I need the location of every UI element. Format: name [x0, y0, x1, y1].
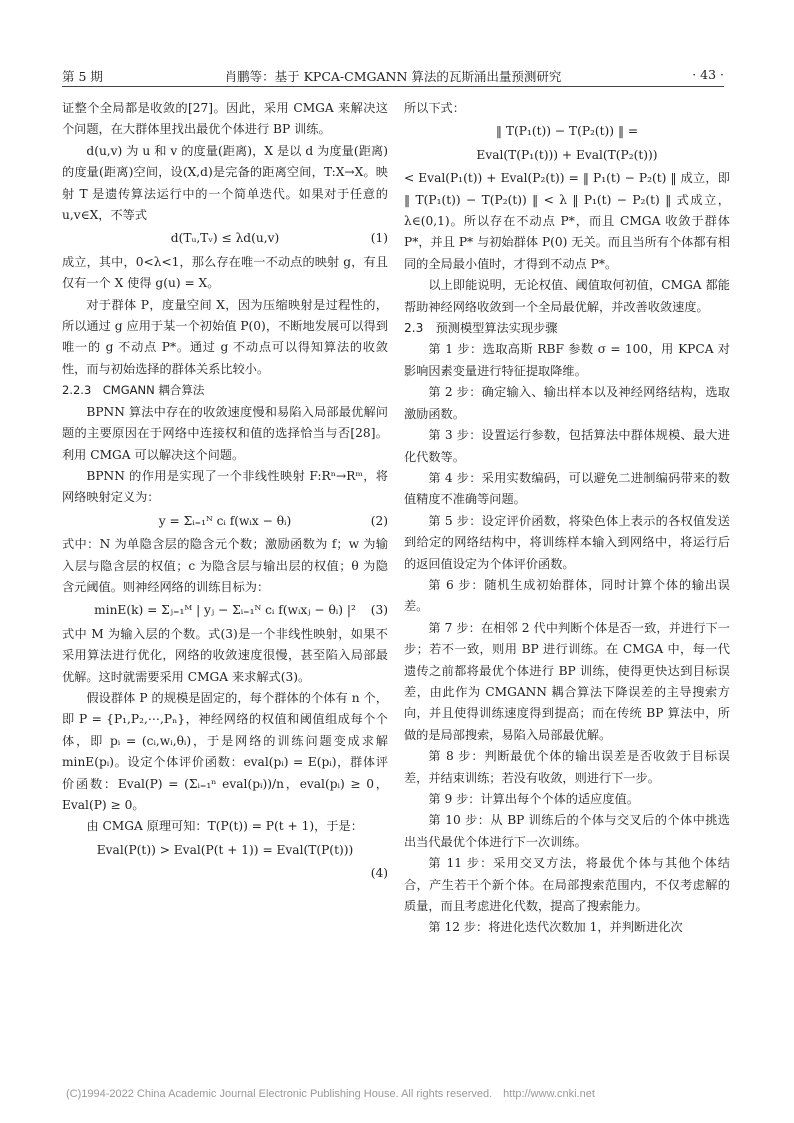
right-column	[404, 98, 730, 939]
equation-body: ‖ T(P₁(t)) − T(P₂(t)) ‖ =	[495, 124, 639, 139]
equation-4	[62, 840, 388, 861]
page-number: · 43 ·	[692, 67, 724, 82]
paragraph: < Eval(P₁(t)) + Eval(P₂(t)) = ‖ P₁(t) − P₂(t) ‖ 成立，即 ‖ T(P₁(t)) − T(P₂(t)) ‖ < λ ‖ P₁(t) − P₂(t) ‖ 式成立，λ∈(0,1)。所以存在不动点 P*，而且 CMGA 收敛于群体 P*，并且 P* 与初始群体 P(0) 无关。而且当所有个体都有相同的全局最小值时，才得到不动点 P*。	[404, 171, 730, 271]
algorithm-step: 第 2 步：确定输入、输出样本以及神经网络结构，选取激励函数。	[404, 385, 730, 421]
paragraph: 所以下式：	[404, 101, 465, 115]
paragraph: BPNN 算法中存在的收敛速度慢和易陷入局部最优解问题的主要原因在于网络中连接权和值的选择恰当与否[28]。利用 CMGA 可以解决这个问题。	[62, 404, 388, 462]
issue-number: 第 5 期	[62, 69, 103, 84]
paragraph: 以上即能说明，无论权值、阈值取何初值，CMGA 都能帮助神经网络收敛到一个全局最优解，并改善收敛速度。	[404, 278, 730, 314]
algorithm-step: 第 12 步：将进化迭代次数加 1，并判断进化次	[428, 920, 683, 935]
paragraph: 证整个全局都是收敛的[27]。因此，采用 CMGA 来解决这个问题，在大群体里找出最优个体进行 BP 训练。	[62, 101, 388, 137]
left-column	[62, 98, 388, 886]
paragraph: 假设群体 P 的规模是固定的，每个群体的个体有 n 个，即 P = {P₁,P₂,⋯,Pₙ}，神经网络的权值和阈值组成每个个体，即 pᵢ = (cᵢ,wᵢ,θᵢ)，于是网络的训练问题变成求解 minE(pᵢ)。设定个体评价函数：eval(pᵢ) = E(pᵢ)，群体评价函数：Eval(P) = (Σᵢ₌₁ⁿ eval(pᵢ))/n，eval(pᵢ) ≥ 0，Eval(P) ≥ 0。	[62, 690, 388, 812]
paragraph: 成立，其中，0<λ<1，那么存在唯一不动点的映射 g，有且仅有一个 X 使得 g(u) = X。	[62, 254, 388, 291]
equation-number: (4)	[370, 866, 388, 881]
equation-number: (1)	[370, 231, 388, 246]
equation-4-number-line	[62, 863, 388, 884]
copyright-footer: (C)1994-2022 China Academic Journal Electronic Publishing House. All rights reserved. http://www.cnki.net	[66, 1088, 595, 1100]
equation-number: (2)	[370, 513, 388, 528]
section-heading: 2.2.3 CMGANN 耦合算法	[62, 383, 205, 398]
section-heading: 2.3 预测模型算法实现步骤	[404, 321, 558, 336]
running-header	[62, 64, 724, 87]
equation-5-line-2	[404, 145, 730, 166]
paragraph: BPNN 的作用是实现了一个非线性映射 F:Rⁿ→Rᵐ，将网络映射定义为：	[62, 468, 388, 505]
algorithm-step: 第 1 步：选取高斯 RBF 参数 σ = 100，用 KPCA 对影响因素变量进行特征提取降维。	[404, 342, 730, 378]
algorithm-steps	[404, 339, 730, 938]
equation-body: Eval(T(P₁(t))) + Eval(T(P₂(t)))	[476, 147, 658, 162]
algorithm-step: 第 6 步：随机生成初始群体，同时计算个体的输出误差。	[404, 577, 730, 614]
algorithm-step: 第 3 步：设置运行参数，包括算法中群体规模、最大进化代数等。	[404, 428, 730, 464]
algorithm-step: 第 9 步：计算出每个个体的适应度值。	[428, 792, 639, 806]
equation-2	[62, 511, 388, 532]
equation-body: Eval(P(t)) > Eval(P(t + 1)) = Eval(T(P(t)))	[96, 842, 354, 857]
paragraph: 式中：N 为单隐含层的隐含元个数；激励函数为 f；w 为输入层与隐含层的权值；c 为隐含层与输出层的权值；θ 为隐含元阈值。则神经网络的训练目标为：	[62, 537, 388, 594]
equation-number: (3)	[370, 603, 388, 618]
equation-body: d(Tᵤ,Tᵥ) ≤ λd(u,v)	[170, 231, 280, 246]
running-title: 肖鹏等：基于 KPCA-CMGANN 算法的瓦斯涌出量预测研究	[224, 69, 562, 84]
equation-1	[62, 228, 388, 249]
equation-body: minE(k) = Σⱼ₌₁ᴹ | yⱼ − Σᵢ₌₁ᴺ cᵢ f(wᵢxⱼ − θᵢ) |²	[94, 603, 356, 618]
algorithm-step: 第 11 步：采用交叉方法，将最优个体与其他个体结合，产生若干个新个体。在局部搜索范围内，不仅考虑解的质量，而且考虑进化代数，提高了搜索能力。	[404, 856, 730, 914]
equation-5-line-1	[404, 121, 730, 142]
paragraph: 式中 M 为输入层的个数。式(3)是一个非线性映射，如果不采用算法进行优化，网络的收敛速度很慢，甚至陷入局部最优解。这时就需要采用 CMGA 来求解式(3)。	[62, 626, 388, 684]
paragraph: 由 CMGA 原理可知：T(P(t)) = P(t + 1)，于是：	[86, 819, 363, 834]
algorithm-step: 第 7 步：在相邻 2 代中判断个体是否一致，并进行下一步；若不一致，则用 BP 进行训练。在 CMGA 中，每一代遗传之前都将最优个体进行 BP 训练，使得更快达到目标误差，由此作为 CMGANN 耦合算法下降误差的主导搜索方向，并且使得训练速度得到提高；而在传统 BP 算法中，所做的是局部搜索，易陷入局部最优解。	[404, 620, 730, 742]
equation-3	[62, 600, 388, 621]
algorithm-step: 第 5 步：设定评价函数，将染色体上表示的各权值发送到给定的网络结构中，将训练样本输入到网络中，将运行后的返回值设定为个体评价函数。	[404, 513, 730, 571]
algorithm-step: 第 10 步：从 BP 训练后的个体与交叉后的个体中挑选出当代最优个体进行下一次训练。	[404, 813, 730, 849]
algorithm-step: 第 4 步：采用实数编码，可以避免二进制编码带来的数值精度不准确等问题。	[404, 470, 730, 507]
paragraph: d(u,v) 为 u 和 v 的度量(距离)，X 是以 d 为度量(距离)的度量(距离)空间，设(X,d)是完备的距离空间，T:X→X。映射 T 是遗传算法运行中的一个简单迭代。如果对于任意的 u,v∈X，不等式	[62, 143, 388, 223]
paragraph: 对于群体 P，度量空间 X，因为压缩映射是过程性的，所以通过 g 应用于某一个初始值 P(0)，不断地发展可以得到唯一的 g 不动点 P*。通过 g 不动点可以得知算法的收敛性，而与初始选择的群体关系比较小。	[62, 297, 388, 376]
equation-body: y = Σᵢ₌₁ᴺ cᵢ f(wᵢx − θᵢ)	[158, 513, 292, 528]
algorithm-step: 第 8 步：判断最优个体的输出误差是否收敛于目标误差，并结束训练；若没有收敛，则进行下一步。	[404, 749, 730, 785]
